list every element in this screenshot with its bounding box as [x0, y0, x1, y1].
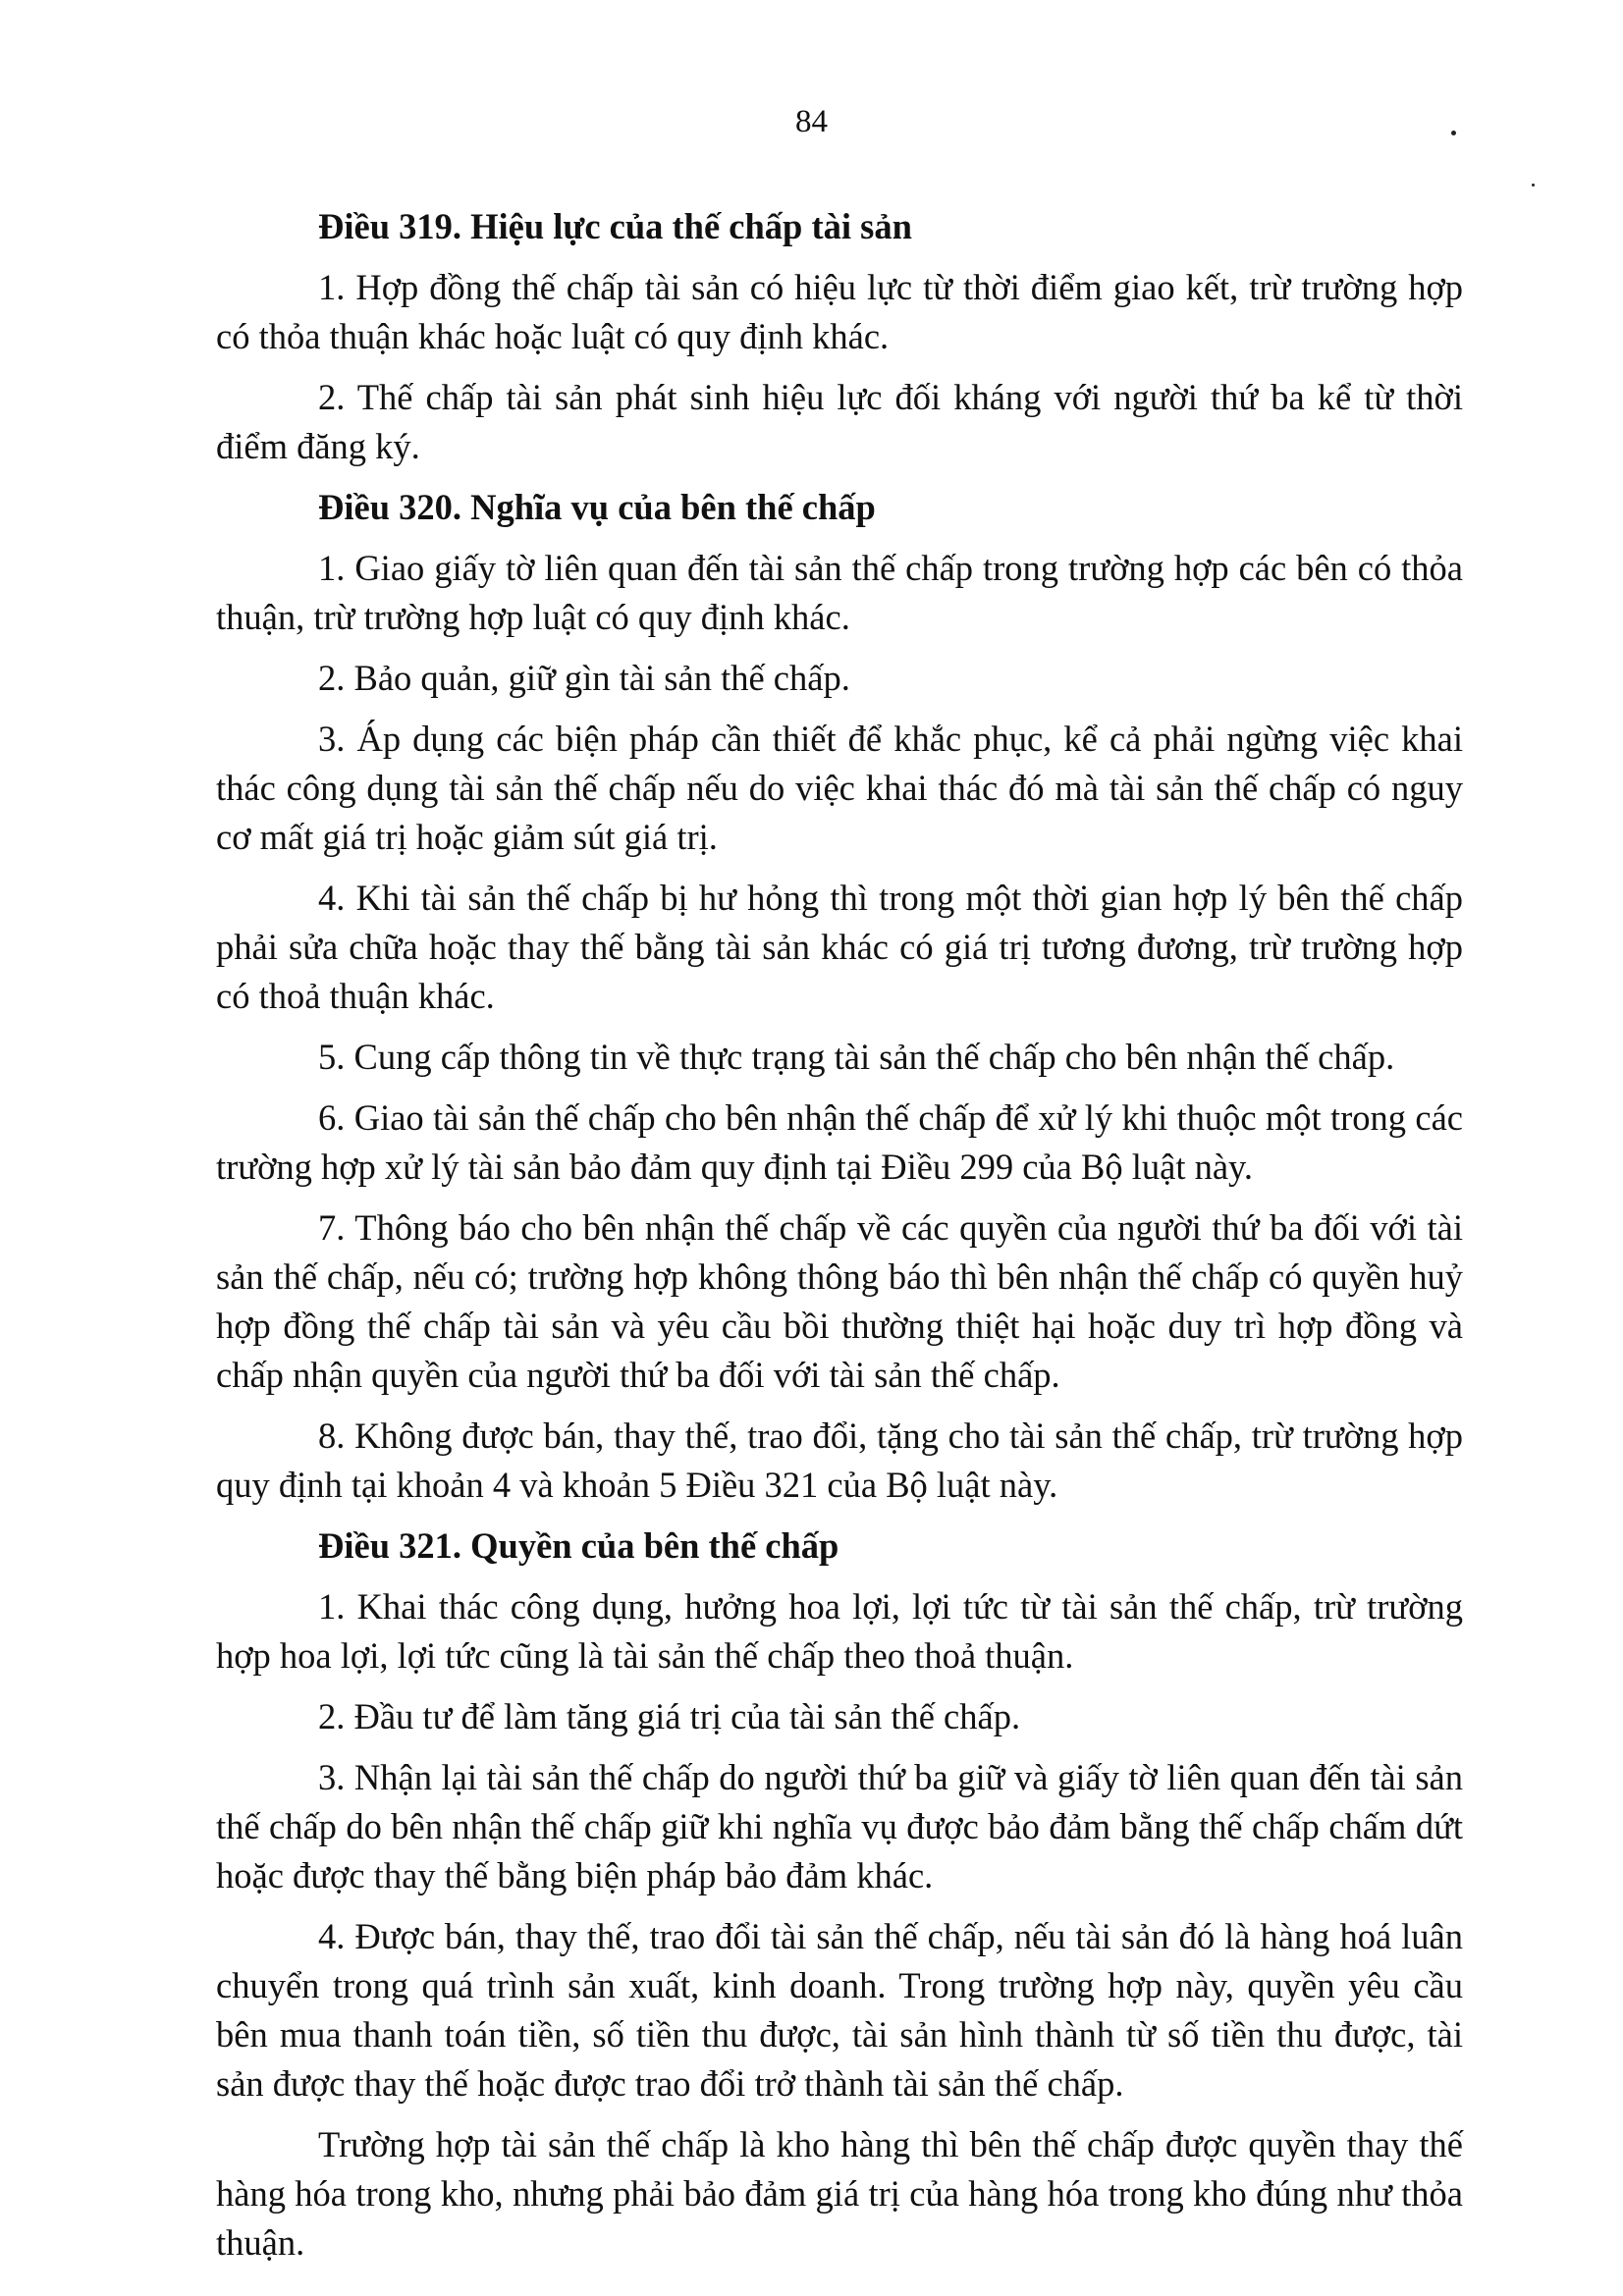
article-heading: Điều 321. Quyền của bên thế chấp [318, 1525, 839, 1566]
clause-paragraph: 7. Thông báo cho bên nhận thế chấp về các quyền của người thứ ba đối với tài sản thế chấp, nếu có; trường hợp không thông báo thì bên nhận thế chấp có quyền huỷ hợp đồng thế chấp tài sản và yêu cầu bồi thường thiệt hại hoặc duy trì hợp đồng và chấp nhận quyền của người thứ ba đối với tài sản thế chấp. [216, 1207, 1463, 1395]
clause-paragraph: 3. Áp dụng các biện pháp cần thiết để khắc phục, kể cả phải ngừng việc khai thác công dụng tài sản thế chấp nếu do việc khai thác đó mà tài sản thế chấp có nguy cơ mất giá trị hoặc giảm sút giá trị. [216, 719, 1463, 857]
scan-speck [1532, 184, 1535, 187]
clause-paragraph: 5. Cung cấp thông tin về thực trạng tài sản thế chấp cho bên nhận thế chấp. [318, 1037, 1395, 1077]
clause-paragraph: Trường hợp tài sản thế chấp là kho hàng thì bên thế chấp được quyền thay thế hàng hóa trong kho, nhưng phải bảo đảm giá trị của hàng hóa trong kho đúng như thỏa thuận. [216, 2124, 1463, 2263]
page-number: 84 [795, 104, 828, 139]
clause-paragraph: 8. Không được bán, thay thế, trao đổi, tặng cho tài sản thế chấp, trừ trường hợp quy định tại khoản 4 và khoản 5 Điều 321 của Bộ luật này. [216, 1415, 1463, 1505]
clause-paragraph: 4. Khi tài sản thế chấp bị hư hỏng thì trong một thời gian hợp lý bên thế chấp phải sửa chữa hoặc thay thế bằng tài sản khác có giá trị tương đương, trừ trường hợp có thoả thuận khác. [216, 878, 1463, 1016]
clause-paragraph: 1. Hợp đồng thế chấp tài sản có hiệu lực từ thời điểm giao kết, trừ trường hợp có thỏa thuận khác hoặc luật có quy định khác. [216, 267, 1463, 356]
document-body [216, 202, 1463, 2279]
clause-paragraph: 2. Bảo quản, giữ gìn tài sản thế chấp. [318, 658, 850, 698]
clause-paragraph: 4. Được bán, thay thế, trao đổi tài sản thế chấp, nếu tài sản đó là hàng hoá luân chuyển trong quá trình sản xuất, kinh doanh. Trong trường hợp này, quyền yêu cầu bên mua thanh toán tiền, số tiền thu được, tài sản hình thành từ số tiền thu được, tài sản được thay thế hoặc được trao đổi trở thành tài sản thế chấp. [216, 1916, 1463, 2104]
clause-paragraph: 2. Thế chấp tài sản phát sinh hiệu lực đối kháng với người thứ ba kể từ thời điểm đăng ký. [216, 377, 1463, 466]
article-heading: Điều 320. Nghĩa vụ của bên thế chấp [318, 487, 876, 527]
clause-paragraph: 2. Đầu tư để làm tăng giá trị của tài sản thế chấp. [318, 1696, 1021, 1736]
scan-speck [1451, 131, 1456, 135]
clause-paragraph: 1. Giao giấy tờ liên quan đến tài sản thế chấp trong trường hợp các bên có thỏa thuận, trừ trường hợp luật có quy định khác. [216, 548, 1463, 637]
article-heading: Điều 319. Hiệu lực của thế chấp tài sản [318, 206, 912, 246]
clause-paragraph: 6. Giao tài sản thế chấp cho bên nhận thế chấp để xử lý khi thuộc một trong các trường hợp xử lý tài sản bảo đảm quy định tại Điều 299 của Bộ luật này. [216, 1097, 1463, 1187]
clause-paragraph: 1. Khai thác công dụng, hưởng hoa lợi, lợi tức từ tài sản thế chấp, trừ trường hợp hoa lợi, lợi tức cũng là tài sản thế chấp theo thoả thuận. [216, 1586, 1463, 1676]
clause-paragraph: 3. Nhận lại tài sản thế chấp do người thứ ba giữ và giấy tờ liên quan đến tài sản thế chấp do bên nhận thế chấp giữ khi nghĩa vụ được bảo đảm bằng thế chấp chấm dứt hoặc được thay thế bằng biện pháp bảo đảm khác. [216, 1757, 1463, 1896]
